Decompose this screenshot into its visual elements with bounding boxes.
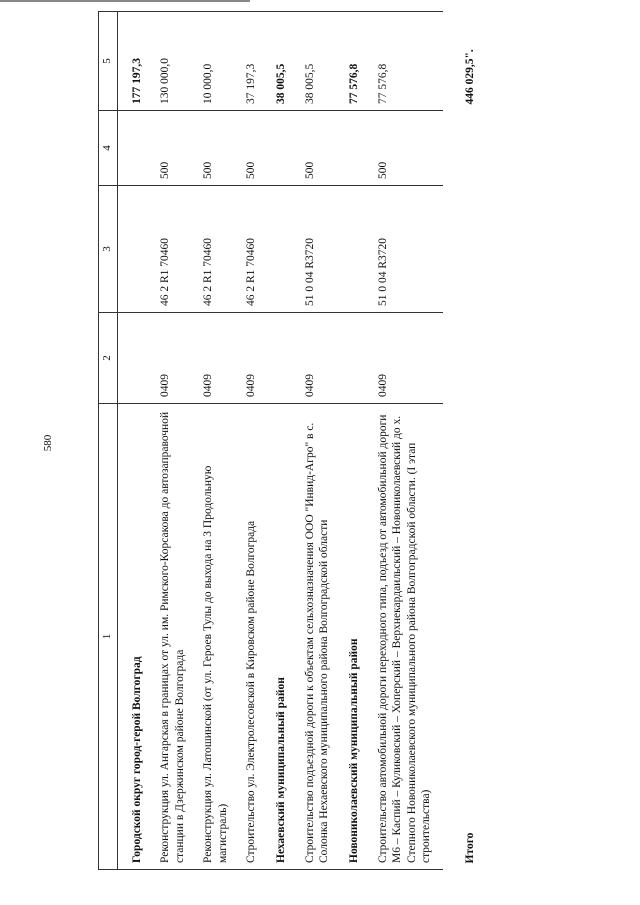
row-name: Реконструкция ул. Ангарская в границах от ул. им. Римского-Корсакова до автозаправочной станции в Дзержинском районе Волгограда: [154, 404, 197, 870]
row-amount: 130 000,0: [154, 12, 197, 111]
table-row: [341, 12, 371, 870]
row-amount: 10 000,0: [197, 12, 240, 111]
row-vr: 500: [197, 111, 240, 186]
row-amount: 38 005,5: [268, 12, 298, 111]
table-container: [98, 12, 482, 870]
header-col-5: 5: [99, 12, 118, 111]
table-row: [372, 12, 444, 870]
row-csr: [268, 186, 298, 313]
row-section: 0409: [240, 313, 268, 404]
budget-table: [98, 11, 482, 870]
table-row: [299, 12, 342, 870]
row-name: Строительство ул. Электролесовской в Кировском районе Волгограда: [240, 404, 268, 870]
header-col-4: 4: [99, 111, 118, 186]
row-name: Строительство подъездной дороги к объектам сельхозназначения ООО "Инвид-Агро" в с. Солонка Нехаевского муниципального района Волгоградской области: [299, 404, 342, 870]
total-amount: 446 029,5".: [464, 49, 477, 105]
row-csr: [341, 186, 371, 313]
table-row: [154, 12, 197, 870]
row-amount: 177 197,3: [124, 12, 154, 111]
table-row: [124, 12, 154, 870]
row-section: [268, 313, 298, 404]
row-csr: 51 0 04 R3720: [299, 186, 342, 313]
row-vr: 500: [372, 111, 444, 186]
row-csr: 46 2 R1 70460: [197, 186, 240, 313]
table-row: [197, 12, 240, 870]
total-row: [443, 12, 481, 870]
row-section: 0409: [154, 313, 197, 404]
header-col-1: 1: [99, 404, 118, 870]
total-label: Итого: [464, 832, 477, 864]
row-section: 0409: [299, 313, 342, 404]
row-vr: [268, 111, 298, 186]
row-vr: [341, 111, 371, 186]
row-csr: [124, 186, 154, 313]
row-name: Реконструкция ул. Латошинской (от ул. Героев Тулы до выхода на 3 Продольную магистраль): [197, 404, 240, 870]
row-vr: [124, 111, 154, 186]
row-section: 0409: [372, 313, 444, 404]
header-col-2: 2: [99, 313, 118, 404]
row-name: Строительство автомобильной дороги переходного типа, подъезд от автомобильной дороги М6 – Каспий – Куликовский – Хоперский – Верхнекардаильский – Новониколаевский до х. Степного Новониколаевского муниципального района Волгоградской области. (I этап строительства): [372, 404, 444, 870]
row-section: 0409: [197, 313, 240, 404]
row-csr: 51 0 04 R3720: [372, 186, 444, 313]
row-section: [341, 313, 371, 404]
row-section: [124, 313, 154, 404]
row-amount: 77 576,8: [372, 12, 444, 111]
table-row: [268, 12, 298, 870]
row-amount: 37 197,3: [240, 12, 268, 111]
row-csr: 46 2 R1 70460: [240, 186, 268, 313]
page-number: 580: [42, 434, 54, 452]
header-col-3: 3: [99, 186, 118, 313]
row-amount: 77 576,8: [341, 12, 371, 111]
header-row: [99, 12, 118, 870]
row-vr: 500: [240, 111, 268, 186]
row-amount: 38 005,5: [299, 12, 342, 111]
row-name: Нехаевский муниципальный район: [268, 404, 298, 870]
row-name: Новониколаевский муниципальный район: [341, 404, 371, 870]
table-row: [240, 12, 268, 870]
row-csr: 46 2 R1 70460: [154, 186, 197, 313]
row-vr: 500: [299, 111, 342, 186]
row-vr: 500: [154, 111, 197, 186]
row-name: Городской округ город-герой Волгоград: [124, 404, 154, 870]
